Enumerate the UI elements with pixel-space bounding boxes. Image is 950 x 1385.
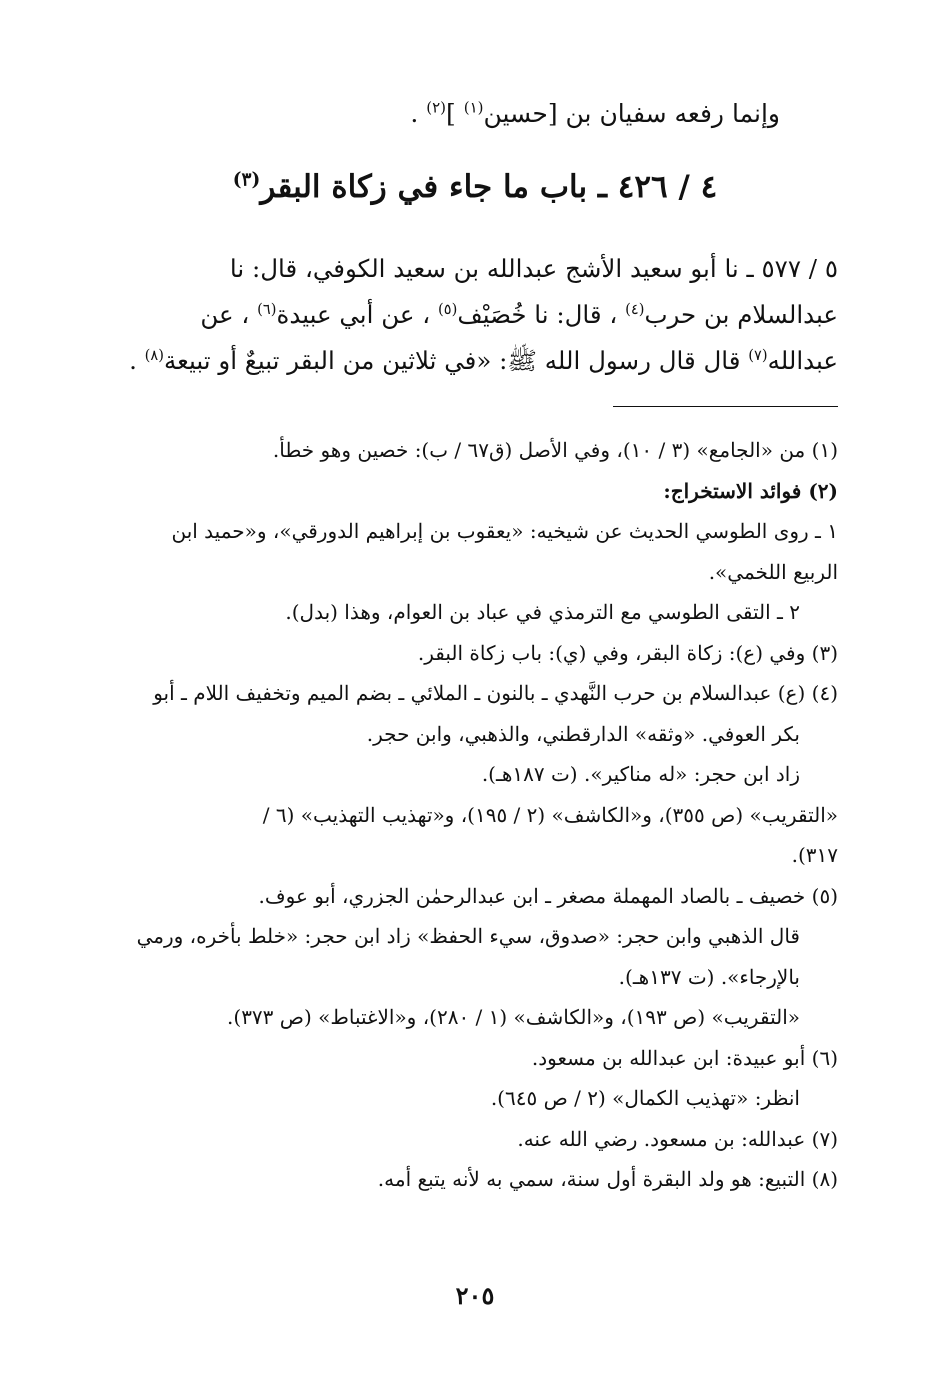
footnote-line: «التقريب» (ص ١٩٣)، و«الكاشف» (١ / ٢٨٠)، و«الاغتباط» (ص ٣٧٣). (227, 1005, 800, 1029)
footnote-line: انظر: «تهذيب الكمال» (٢ / ص ٦٤٥). (490, 1086, 800, 1110)
footnote-ref-4: (٤) (625, 300, 645, 318)
footnote-ref-6: (٦) (257, 300, 277, 318)
footnote-line: (٥) خصيف ـ بالصاد المهملة مصغر ـ ابن عبدالرحمٰن الجزري، أبو عوف. (258, 883, 838, 908)
hadith-line-3 (112, 338, 838, 384)
footnote-ref-8: (٨) (144, 346, 165, 364)
footnotes (112, 430, 838, 1200)
footnote-line: بالإرجاء». (ت ١٣٧هـ). (618, 964, 800, 989)
hadith-text: ، قال: نا خُصَيْف (457, 300, 626, 329)
footnote-ref-1: (١) (463, 98, 484, 117)
hadith-line-2 (112, 292, 838, 338)
continuation-end: . (410, 99, 427, 128)
hadith-text: . (129, 346, 145, 375)
footnote-line: زاد ابن حجر: «له مناكير». (ت ١٨٧هـ). (481, 762, 800, 786)
chapter-heading-text: ٤ / ٤٢٦ ـ باب ما جاء في زكاة البقر (260, 169, 718, 205)
footnote-line: بكر العوفي. «وثقه» الدارقطني، والذهبي، وابن حجر. (366, 721, 800, 746)
footnote-line: (٨) التبيع: هو ولد البقرة أول سنة، سمي به لأنه يتبع أمه. (377, 1167, 838, 1191)
footnote-line: (٢) فوائد الاستخراج: (663, 478, 838, 503)
footnote-ref-7: (٧) (748, 346, 768, 364)
hadith-text: عبدالسلام بن حرب (644, 300, 838, 329)
footnote-line: قال الذهبي وابن حجر: «صدوق، سيء الحفظ» زاد ابن حجر: «خلط بأخره، ورمي (136, 924, 800, 948)
hadith-text: ، عن أبي عبيدة (276, 300, 438, 329)
footnote-line: (٣) وفي (ع): زكاة البقر، وفي (ي): باب زكاة البقر. (417, 640, 838, 665)
continuation-bracket: ] (446, 99, 464, 128)
footnote-line: ٢ ـ التقى الطوسي مع الترمذي في عباد بن العوام، وهذا (بدل). (285, 600, 800, 624)
hadith-text: قال قال رسول الله ﷺ: «في ثلاثين من البقر تبيعٌ أو تبيعة (164, 346, 749, 375)
continuation-text: وإنما رفعه سفيان بن [حسين (483, 99, 780, 128)
footnote-line: ١ ـ روى الطوسي الحديث عن شيخيه: «يعقوب بن إبراهيم الدورقي»، و«حميد ابن (171, 519, 838, 543)
page-number: ٢٠٥ (455, 1281, 495, 1310)
footnote-line: «التقريب» (ص ٣٥٥)، و«الكاشف» (٢ / ١٩٥)، و«تهذيب التهذيب» (٦ / (262, 802, 838, 827)
footnote-line: ٣١٧). (791, 843, 838, 867)
footnote-line: (٧) عبدالله: بن مسعود. رضي الله عنه. (517, 1126, 838, 1151)
footnote-line: (١) من «الجامع» (٣ / ١٠)، وفي الأصل (ق٦٧ / ب): خصين وهو خطأ. (272, 438, 838, 462)
footnote-ref-2: (٢) (426, 98, 446, 117)
footnote-divider (613, 406, 838, 407)
hadith-text: ، عن (200, 300, 258, 329)
footnote-line: الربيع اللخمي». (708, 559, 838, 584)
hadith-line-1: ٥ / ٥٧٧ ـ نا أبو سعيد الأشج عبدالله بن سعيد الكوفي، قال: نا (229, 254, 838, 283)
continuation-line (410, 92, 780, 136)
hadith-body (112, 246, 838, 384)
footnote-line: (٤) (ع) عبدالسلام بن حرب النَّهدي ـ بالنون ـ الملائي ـ بضم الميم وتخفيف اللام ـ أبو (153, 681, 838, 705)
hadith-text: عبدالله (767, 346, 838, 375)
footnote-ref-5: (٥) (437, 300, 458, 318)
chapter-heading (0, 160, 950, 214)
footnote-line: (٦) أبو عبيدة: ابن عبدالله بن مسعود. (531, 1045, 838, 1070)
footnote-ref-3: (٣) (232, 169, 261, 191)
